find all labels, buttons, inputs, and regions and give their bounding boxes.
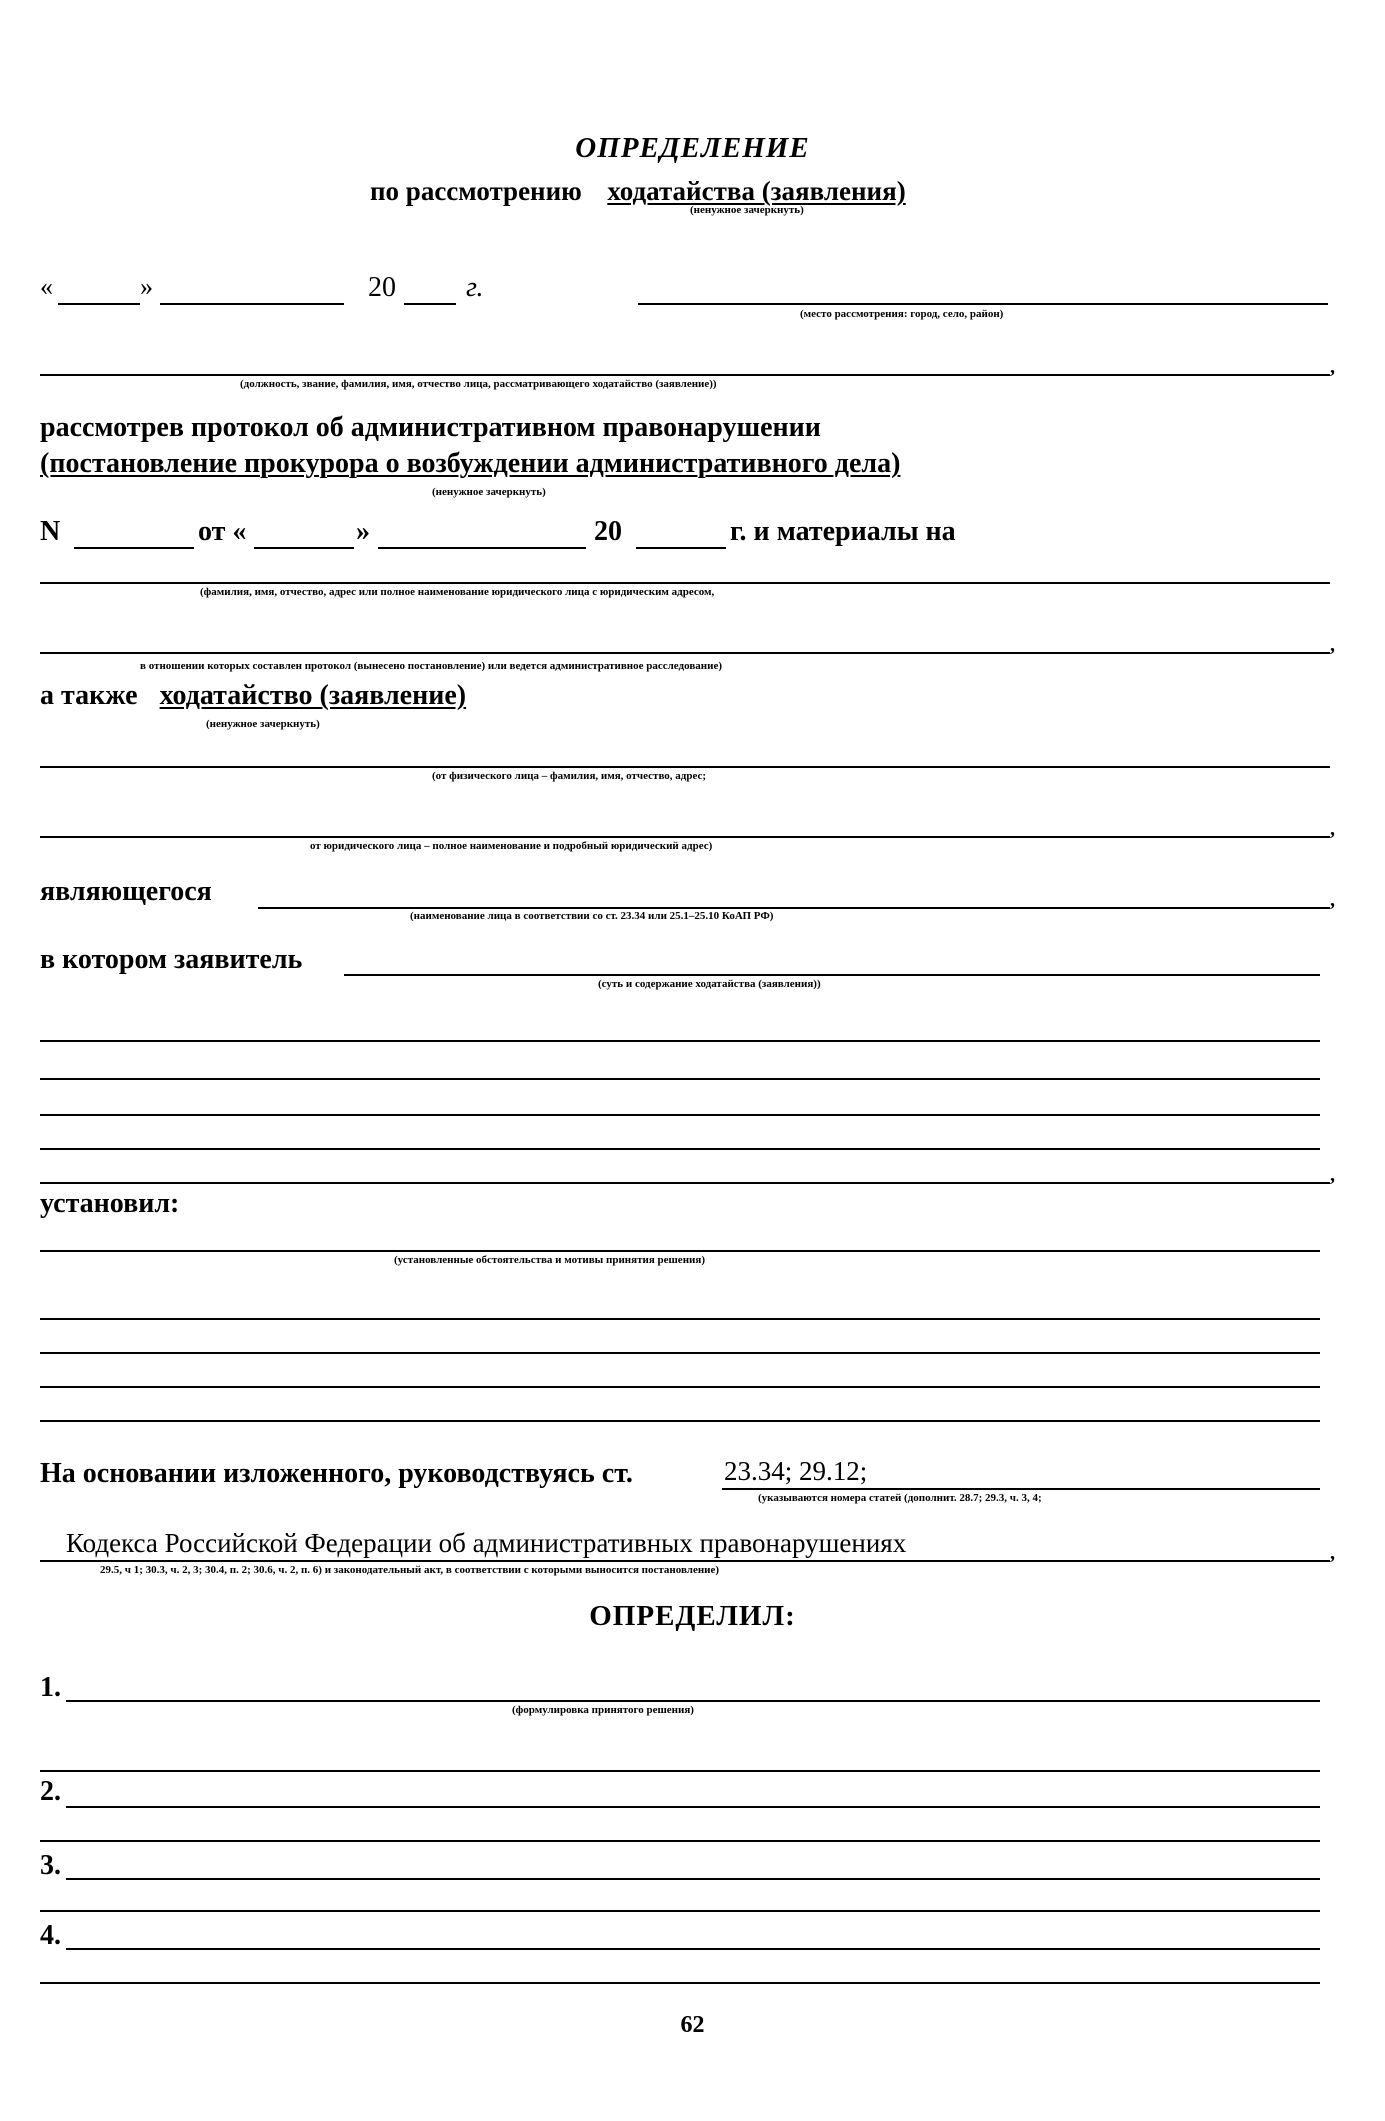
- applicant-line-1: [40, 1040, 1320, 1042]
- place-hint: (место рассмотрения: город, село, район): [800, 308, 1004, 320]
- basis-comma: ,: [1330, 1542, 1335, 1564]
- person-comma: ,: [1330, 634, 1335, 656]
- date-year: 20: [368, 272, 396, 303]
- date-close-quote: »: [140, 272, 153, 301]
- decided-line-2b: [40, 1840, 1320, 1842]
- subtitle-prefix: по рассмотрению: [370, 176, 582, 206]
- date-year-blank: [404, 303, 456, 305]
- protocol-year: 20: [594, 516, 622, 547]
- document-subtitle: [370, 176, 906, 207]
- decided-item-4-blank: [66, 1948, 1320, 1950]
- applicant-label: в котором заявитель: [40, 944, 303, 975]
- being-comma: ,: [1330, 889, 1335, 911]
- petition-blank-1: [40, 766, 1330, 768]
- petition-label: [40, 680, 466, 712]
- protocol-line2: (постановление прокурора о возбуждении административного дела): [40, 448, 901, 479]
- applicant-comma: ,: [1330, 1164, 1335, 1186]
- basis-hint-2: 29.5, ч 1; 30.3, ч. 2, 3; 30.4, п. 2; 30.6, ч. 2, п. 6) и законодательный акт, в соответствии с которыми выносится постановление): [100, 1564, 720, 1576]
- petition-blank-2: [40, 836, 1330, 838]
- being-hint: (наименование лица в соответствии со ст. 23.34 или 25.1–25.10 КоАП РФ): [410, 910, 774, 922]
- established-line-3: [40, 1386, 1320, 1388]
- decided-line-1b: [40, 1770, 1320, 1772]
- petition-hint-legal: от юридического лица – полное наименование и подробный юридический адрес): [310, 840, 713, 852]
- decided-item-1-blank: [66, 1700, 1320, 1702]
- applicant-hint: (суть и содержание ходатайства (заявления)): [598, 978, 821, 990]
- official-comma: ,: [1330, 356, 1335, 378]
- official-blank: [40, 374, 1330, 376]
- petition-hint-individual: (от физического лица – фамилия, имя, отчество, адрес;: [432, 770, 707, 782]
- decided-line-3b: [40, 1910, 1320, 1912]
- decided-item-2-blank: [66, 1806, 1320, 1808]
- protocol-from-label: от «: [198, 516, 247, 547]
- person-blank-1: [40, 582, 1330, 584]
- protocol-n-label: N: [40, 516, 61, 547]
- decided-line-4b: [40, 1982, 1320, 1984]
- established-blank: [40, 1250, 1320, 1252]
- basis-blank: [722, 1488, 1320, 1490]
- established-label: установил:: [40, 1188, 180, 1219]
- protocol-close-quote: »: [356, 516, 370, 547]
- applicant-line-4: [40, 1148, 1320, 1150]
- established-line-2: [40, 1352, 1320, 1354]
- basis-code-blank: [40, 1560, 1330, 1562]
- person-hint-2: в отношении которых составлен протокол (вынесено постановление) или ведется административное расследование): [140, 660, 722, 672]
- basis-code: Кодекса Российской Федерации об административных правонарушениях: [66, 1528, 907, 1558]
- date-day-blank: [58, 303, 140, 305]
- decided-item-3-blank: [66, 1878, 1320, 1880]
- applicant-blank: [344, 974, 1320, 976]
- decided-title: ОПРЕДЕЛИЛ:: [589, 1600, 796, 1632]
- decided-item-1: 1.: [40, 1672, 61, 1703]
- decided-item-4: 4.: [40, 1920, 61, 1951]
- petition-hint: (ненужное зачеркнуть): [206, 718, 320, 730]
- protocol-year-blank: [636, 547, 726, 549]
- person-blank-2: [40, 652, 1330, 654]
- established-hint: (установленные обстоятельства и мотивы принятия решения): [394, 1254, 705, 1266]
- applicant-line-5: [40, 1182, 1330, 1184]
- applicant-line-3: [40, 1114, 1320, 1116]
- petition-label-prefix: а также: [40, 680, 138, 711]
- petition-comma: ,: [1330, 818, 1335, 840]
- protocol-line1: рассмотрев протокол об административном правонарушении: [40, 412, 821, 443]
- subtitle-hint: (ненужное зачеркнуть): [690, 204, 804, 216]
- date-year-suffix: г.: [466, 272, 484, 303]
- protocol-day-blank: [254, 547, 354, 549]
- subtitle-underlined: ходатайства (заявления): [607, 176, 906, 206]
- petition-label-underlined: ходатайство (заявление): [159, 680, 467, 711]
- decided-item-3: 3.: [40, 1850, 61, 1881]
- date-open-quote: «: [40, 272, 53, 301]
- document-title: ОПРЕДЕЛЕНИЕ: [575, 132, 810, 164]
- decided-hint: (формулировка принятого решения): [512, 1704, 694, 1716]
- person-hint-1: (фамилия, имя, отчество, адрес или полное наименование юридического лица с юридическим адресом,: [200, 586, 715, 598]
- page-number: 62: [680, 2012, 705, 2038]
- applicant-line-2: [40, 1078, 1320, 1080]
- basis-hint-1: (указываются номера статей (дополнит. 28.7; 29.3, ч. 3, 4;: [758, 1492, 1042, 1504]
- place-blank: [638, 303, 1328, 305]
- established-line-1: [40, 1318, 1320, 1320]
- decided-item-2: 2.: [40, 1776, 61, 1807]
- protocol-hint: (ненужное зачеркнуть): [432, 486, 546, 498]
- protocol-materials: г. и материалы на: [730, 516, 956, 547]
- date-month-blank: [160, 303, 344, 305]
- being-blank: [258, 907, 1330, 909]
- official-hint: (должность, звание, фамилия, имя, отчество лица, рассматривающего ходатайство (заявление)): [240, 378, 717, 390]
- basis-label: На основании изложенного, руководствуясь ст.: [40, 1458, 633, 1489]
- protocol-n-blank: [74, 547, 194, 549]
- basis-articles: 23.34; 29.12;: [724, 1456, 868, 1486]
- established-line-4: [40, 1420, 1320, 1422]
- being-label: являющегося: [40, 876, 212, 907]
- protocol-month-blank: [378, 547, 586, 549]
